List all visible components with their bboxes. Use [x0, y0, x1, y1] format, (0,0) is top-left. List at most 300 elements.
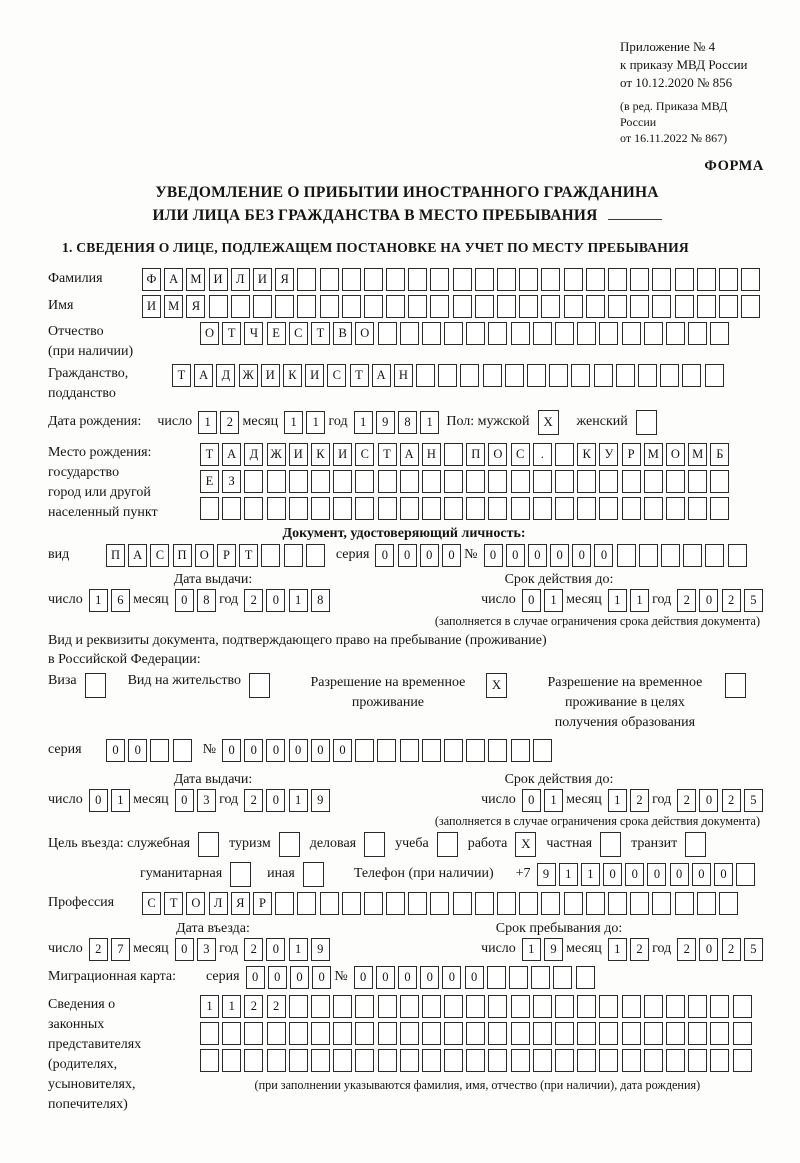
char-cell: 0 — [506, 544, 525, 567]
char-cell: 9 — [544, 938, 563, 961]
char-cell — [644, 1049, 663, 1072]
char-cell: Т — [350, 364, 369, 387]
doc-expiry-month-cells — [608, 589, 652, 612]
char-cell — [599, 995, 618, 1018]
char-cell — [320, 295, 339, 318]
char-cell — [244, 497, 263, 520]
char-cell — [400, 322, 419, 345]
char-cell — [527, 364, 546, 387]
purpose-private-box — [600, 832, 621, 857]
char-cell — [422, 470, 441, 493]
char-cell — [555, 443, 574, 466]
char-cell — [444, 322, 463, 345]
char-cell: А — [128, 544, 147, 567]
char-cell — [297, 268, 316, 291]
char-cell: 5 — [744, 938, 763, 961]
char-cell — [576, 966, 595, 989]
char-cell: И — [333, 443, 352, 466]
doc-series-cells — [375, 544, 464, 567]
sex-female-box — [636, 410, 657, 435]
char-cell: Т — [378, 443, 397, 466]
char-cell: Н — [422, 443, 441, 466]
residence-number-label: № — [202, 742, 217, 758]
char-cell — [150, 739, 169, 762]
char-cell: И — [253, 268, 272, 291]
char-cell: 0 — [647, 863, 666, 886]
label-line: усыновителях, — [48, 1076, 136, 1092]
purpose-study-box — [437, 832, 458, 857]
char-cell — [378, 470, 397, 493]
char-cell — [736, 863, 755, 886]
char-cell — [577, 470, 596, 493]
char-cell: Ж — [239, 364, 258, 387]
char-cell: 9 — [311, 938, 330, 961]
char-cell: 0 — [266, 789, 285, 812]
char-cell — [400, 739, 419, 762]
representatives-line2-cells — [200, 1022, 755, 1045]
char-cell — [333, 470, 352, 493]
char-cell — [333, 1022, 352, 1045]
char-cell: 0 — [699, 938, 718, 961]
visa-label: Виза — [48, 672, 77, 688]
profession-row — [48, 892, 766, 915]
char-cell — [297, 892, 316, 915]
residence-doc-text1: Вид и реквизиты документа, подтверждающего право на пребывание (проживание) — [48, 632, 547, 648]
visit-purpose-row2 — [48, 862, 766, 887]
char-cell: 0 — [175, 938, 194, 961]
char-cell — [577, 322, 596, 345]
form-title-line2: ИЛИ ЛИЦА БЕЗ ГРАЖДАНСТВА В МЕСТО ПРЕБЫВАНИЯ — [152, 207, 598, 225]
char-cell: 1 — [111, 789, 130, 812]
char-cell — [378, 322, 397, 345]
char-cell: Т — [239, 544, 258, 567]
char-cell: П — [106, 544, 125, 567]
char-cell — [453, 268, 472, 291]
doc-issue-date-header: Дата выдачи: — [173, 571, 253, 587]
purpose-business-box — [364, 832, 385, 857]
char-cell — [475, 295, 494, 318]
char-cell: 0 — [268, 966, 287, 989]
purpose-other-box — [303, 862, 324, 887]
purpose-business-label: деловая — [309, 836, 357, 852]
fill-instructions-note: (при заполнении указываются фамилия, имя, отчество (при наличии), дата рождения) — [254, 1077, 701, 1092]
appendix-header — [620, 38, 766, 146]
label: месяц — [566, 941, 602, 957]
char-cell — [438, 364, 457, 387]
char-cell — [511, 497, 530, 520]
char-cell — [644, 470, 663, 493]
representatives-line3-cells — [200, 1049, 755, 1072]
label-line: попечителях) — [48, 1096, 128, 1112]
birthdate-label: Дата рождения: — [48, 414, 142, 430]
purpose-study-label: учеба — [395, 836, 429, 852]
residence-series-cells — [106, 739, 195, 762]
char-cell — [400, 470, 419, 493]
char-cell — [222, 1022, 241, 1045]
char-cell — [430, 892, 449, 915]
residence-number-cells — [222, 739, 555, 762]
char-cell — [297, 295, 316, 318]
char-cell: Б — [710, 443, 729, 466]
char-cell — [487, 966, 506, 989]
char-cell — [342, 268, 361, 291]
char-cell — [541, 892, 560, 915]
char-cell — [320, 892, 339, 915]
char-cell: 1 — [544, 589, 563, 612]
purpose-tourism-label: туризм — [229, 836, 271, 852]
char-cell — [644, 995, 663, 1018]
firstname-cells — [142, 295, 763, 318]
label: год — [652, 941, 672, 957]
residence-series-row — [48, 739, 766, 762]
day-label: число — [157, 414, 193, 430]
char-cell — [533, 470, 552, 493]
char-cell: 5 — [744, 589, 763, 612]
char-cell: 0 — [246, 966, 265, 989]
char-cell: К — [283, 364, 302, 387]
char-cell — [488, 1022, 507, 1045]
migration-series-label: серия — [206, 969, 240, 985]
firstname-row — [48, 295, 766, 318]
temp-residence-box: X — [486, 673, 507, 698]
char-cell — [533, 322, 552, 345]
char-cell: 1 — [522, 938, 541, 961]
char-cell — [630, 295, 649, 318]
residence-doc-line1 — [48, 633, 766, 649]
char-cell — [422, 497, 441, 520]
char-cell — [466, 1049, 485, 1072]
char-cell — [710, 322, 729, 345]
purpose-tourism-box — [279, 832, 300, 857]
char-cell — [430, 268, 449, 291]
char-cell: 1 — [608, 589, 627, 612]
char-cell: 0 — [266, 938, 285, 961]
char-cell: 2 — [677, 938, 696, 961]
char-cell: З — [222, 470, 241, 493]
residence-expiry-note-row — [48, 814, 766, 829]
char-cell: Т — [311, 322, 330, 345]
char-cell — [488, 739, 507, 762]
char-cell — [594, 364, 613, 387]
char-cell: 0 — [175, 589, 194, 612]
char-cell: Я — [231, 892, 250, 915]
char-cell: 0 — [244, 739, 263, 762]
char-cell — [652, 268, 671, 291]
char-cell: 1 — [420, 411, 439, 434]
char-cell: 0 — [106, 739, 125, 762]
birthplace-line1-cells — [200, 443, 733, 466]
doc-expiry-date-header: Срок действия до: — [504, 571, 614, 587]
residence-type-row — [48, 673, 766, 733]
char-cell — [289, 995, 308, 1018]
char-cell: 1 — [284, 411, 303, 434]
purpose-other-label: иная — [267, 866, 295, 882]
char-cell: 1 — [608, 789, 627, 812]
patronymic-label — [48, 322, 200, 362]
char-cell — [200, 1022, 219, 1045]
char-cell: Т — [172, 364, 191, 387]
char-cell — [511, 322, 530, 345]
char-cell — [541, 268, 560, 291]
residence-expiry-date-header: Срок действия до: — [504, 771, 614, 787]
char-cell: 0 — [375, 544, 394, 567]
phone-prefix: +7 — [515, 866, 531, 882]
char-cell — [733, 1049, 752, 1072]
char-cell — [400, 995, 419, 1018]
char-cell — [378, 1022, 397, 1045]
label: месяц — [566, 792, 602, 808]
char-cell: 0 — [465, 966, 484, 989]
doc-issue-day-cells — [89, 589, 133, 612]
char-cell — [705, 544, 724, 567]
purpose-transit-label: транзит — [631, 836, 678, 852]
char-cell: 0 — [603, 863, 622, 886]
char-cell — [475, 268, 494, 291]
char-cell: 6 — [111, 589, 130, 612]
citizenship-label — [48, 364, 172, 404]
char-cell — [430, 295, 449, 318]
char-cell — [688, 470, 707, 493]
char-cell — [511, 995, 530, 1018]
char-cell — [555, 322, 574, 345]
doc-expiry-day-cells — [522, 589, 566, 612]
char-cell — [333, 995, 352, 1018]
char-cell — [639, 544, 658, 567]
char-cell — [355, 497, 374, 520]
char-cell: И — [209, 268, 228, 291]
char-cell — [564, 295, 583, 318]
char-cell: 0 — [528, 544, 547, 567]
char-cell: П — [466, 443, 485, 466]
char-cell — [555, 995, 574, 1018]
char-cell — [466, 322, 485, 345]
label-line: получения образования — [554, 714, 696, 730]
char-cell — [311, 995, 330, 1018]
stay-day-cells — [522, 938, 566, 961]
char-cell — [378, 995, 397, 1018]
char-cell: 2 — [722, 938, 741, 961]
char-cell — [666, 322, 685, 345]
label: число — [48, 792, 83, 808]
char-cell — [444, 443, 463, 466]
char-cell: 1 — [559, 863, 578, 886]
char-cell — [688, 497, 707, 520]
label-line: населенный пункт — [48, 504, 158, 520]
char-cell: 0 — [572, 544, 591, 567]
char-cell — [586, 892, 605, 915]
char-cell: 0 — [522, 589, 541, 612]
migration-number-label: № — [334, 969, 348, 985]
form-title-line2-wrap — [48, 204, 766, 227]
char-cell — [599, 322, 618, 345]
char-cell — [364, 268, 383, 291]
char-cell — [355, 995, 374, 1018]
char-cell: 0 — [522, 789, 541, 812]
char-cell — [660, 364, 679, 387]
char-cell — [710, 1049, 729, 1072]
char-cell: 0 — [398, 544, 417, 567]
char-cell — [741, 295, 760, 318]
char-cell — [719, 892, 738, 915]
char-cell — [306, 544, 325, 567]
char-cell: 2 — [244, 938, 263, 961]
profession-label: Профессия — [48, 895, 115, 911]
char-cell — [682, 364, 701, 387]
label-line: подданство — [48, 385, 116, 401]
char-cell: Ж — [267, 443, 286, 466]
char-cell: 2 — [722, 589, 741, 612]
char-cell: 1 — [289, 789, 308, 812]
char-cell: 8 — [197, 589, 216, 612]
firstname-label: Имя — [48, 298, 74, 314]
label-line: проживание — [351, 694, 425, 710]
char-cell — [519, 268, 538, 291]
char-cell — [289, 1049, 308, 1072]
char-cell — [364, 892, 383, 915]
char-cell: 0 — [484, 544, 503, 567]
doc-type-label: вид — [48, 547, 70, 563]
char-cell — [333, 1049, 352, 1072]
char-cell — [688, 1049, 707, 1072]
char-cell — [231, 295, 250, 318]
char-cell — [386, 268, 405, 291]
representatives-cells — [200, 995, 755, 1093]
char-cell — [555, 1022, 574, 1045]
char-cell — [342, 892, 361, 915]
label: число — [481, 792, 516, 808]
birthdate-row — [48, 410, 766, 435]
char-cell: 1 — [222, 995, 241, 1018]
char-cell: 0 — [128, 739, 147, 762]
char-cell — [261, 544, 280, 567]
char-cell: И — [142, 295, 161, 318]
char-cell — [697, 295, 716, 318]
char-cell — [289, 1022, 308, 1045]
purpose-work-label: работа — [467, 836, 508, 852]
char-cell: 2 — [677, 789, 696, 812]
char-cell — [408, 295, 427, 318]
purpose-private-label: частная — [546, 836, 593, 852]
char-cell — [675, 892, 694, 915]
doc-issue-month-cells — [175, 589, 219, 612]
char-cell — [400, 497, 419, 520]
char-cell — [355, 1049, 374, 1072]
char-cell — [622, 1022, 641, 1045]
temp-residence-label — [292, 673, 484, 713]
purpose-humanitarian-box — [230, 862, 251, 887]
char-cell: Р — [217, 544, 236, 567]
char-cell — [444, 497, 463, 520]
char-cell — [533, 1022, 552, 1045]
residence-expiry-note: (заполняется в случае ограничения срока действия документа) — [434, 813, 760, 828]
char-cell — [608, 892, 627, 915]
char-cell: 0 — [222, 739, 241, 762]
char-cell: 1 — [630, 589, 649, 612]
entry-day-cells — [89, 938, 133, 961]
label-line: проживание в целях — [565, 694, 685, 710]
char-cell: 1 — [198, 411, 217, 434]
char-cell — [275, 295, 294, 318]
char-cell — [444, 1049, 463, 1072]
char-cell — [710, 497, 729, 520]
char-cell: С — [289, 322, 308, 345]
residence-issue-day-cells — [89, 789, 133, 812]
char-cell: 0 — [354, 966, 373, 989]
label: год — [219, 941, 239, 957]
char-cell: Л — [231, 268, 250, 291]
entry-month-cells — [175, 938, 219, 961]
label: год — [219, 792, 239, 808]
char-cell: 2 — [220, 411, 239, 434]
char-cell: 0 — [714, 863, 733, 886]
char-cell — [488, 995, 507, 1018]
char-cell: С — [511, 443, 530, 466]
form-body — [48, 268, 766, 1115]
char-cell — [608, 295, 627, 318]
char-cell: 9 — [537, 863, 556, 886]
char-cell: 0 — [376, 966, 395, 989]
appendix-line-1: Приложение № 4 — [620, 39, 716, 54]
char-cell — [675, 295, 694, 318]
char-cell: 1 — [289, 938, 308, 961]
char-cell: 8 — [398, 411, 417, 434]
form-title-line1: УВЕДОМЛЕНИЕ О ПРИБЫТИИ ИНОСТРАННОГО ГРАЖДАНИНА — [155, 184, 659, 202]
char-cell — [422, 1049, 441, 1072]
doc-date-headers — [48, 572, 766, 588]
char-cell: 2 — [630, 938, 649, 961]
char-cell: 0 — [266, 739, 285, 762]
char-cell — [209, 295, 228, 318]
char-cell — [549, 364, 568, 387]
purpose-official-label: Цель въезда: служебная — [48, 836, 191, 852]
label-line: Отчество — [48, 323, 104, 339]
label-line: представителях — [48, 1036, 142, 1052]
char-cell: 1 — [544, 789, 563, 812]
char-cell: И — [289, 443, 308, 466]
char-cell — [555, 1049, 574, 1072]
char-cell — [422, 995, 441, 1018]
char-cell: 2 — [89, 938, 108, 961]
char-cell — [416, 364, 435, 387]
char-cell — [564, 892, 583, 915]
char-cell: 2 — [677, 589, 696, 612]
label: число — [48, 592, 83, 608]
char-cell: . — [533, 443, 552, 466]
char-cell — [666, 497, 685, 520]
month-label: месяц — [242, 414, 279, 430]
char-cell — [488, 1049, 507, 1072]
revision-line-1: (в ред. Приказа МВД России — [620, 98, 728, 129]
char-cell — [571, 364, 590, 387]
char-cell — [599, 497, 618, 520]
char-cell: И — [261, 364, 280, 387]
residence-date-row — [48, 789, 766, 812]
label: год — [652, 592, 672, 608]
birth-year-cells — [354, 411, 443, 434]
char-cell — [616, 364, 635, 387]
birth-day-cells — [198, 411, 242, 434]
char-cell — [644, 497, 663, 520]
char-cell: 0 — [289, 739, 308, 762]
char-cell — [688, 1022, 707, 1045]
char-cell: А — [222, 443, 241, 466]
char-cell — [511, 1049, 530, 1072]
char-cell: О — [666, 443, 685, 466]
label-line: (при наличии) — [48, 343, 134, 359]
char-cell: 1 — [89, 589, 108, 612]
label: год — [219, 592, 239, 608]
char-cell — [719, 295, 738, 318]
